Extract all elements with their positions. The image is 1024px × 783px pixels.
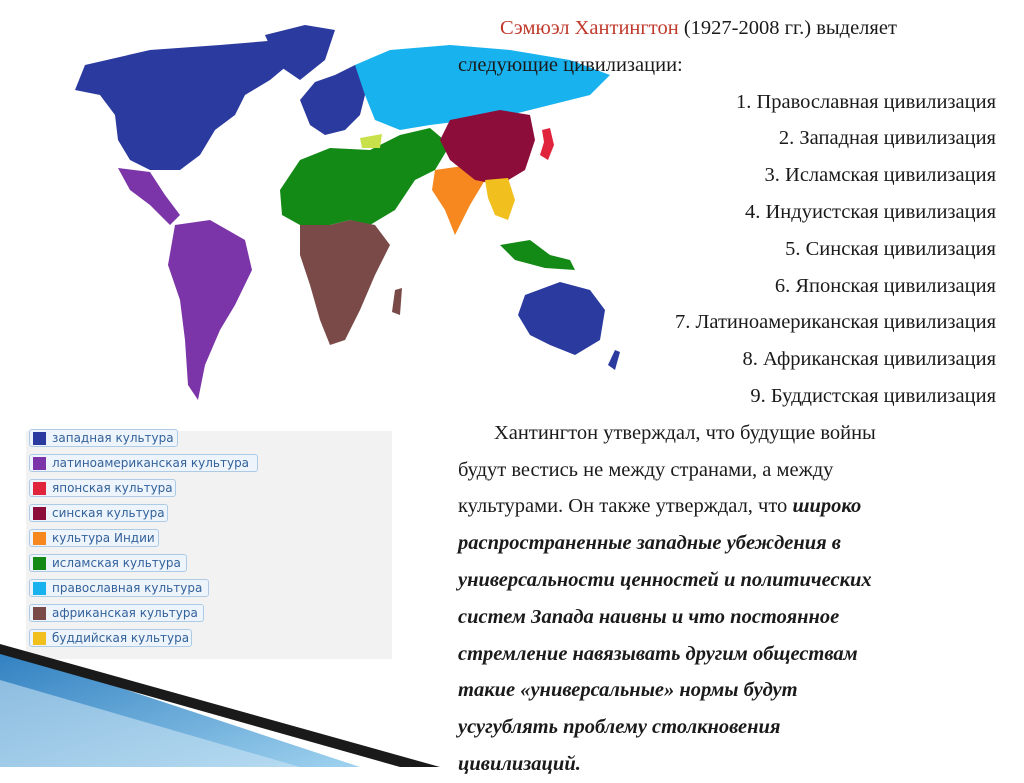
emphasis-text: широко bbox=[792, 495, 862, 518]
legend-swatch bbox=[33, 432, 46, 445]
legend-label: западная культура bbox=[52, 431, 174, 445]
map-legend bbox=[26, 431, 392, 659]
legend-item-orthodox[interactable] bbox=[29, 579, 209, 597]
emphasis-line-4: стремление навязывать другим обществам bbox=[458, 642, 858, 665]
legend-item-african[interactable] bbox=[29, 604, 204, 622]
civilization-item-3: 3. Исламская цивилизация bbox=[764, 164, 996, 187]
civilization-item-1: 1. Православная цивилизация bbox=[735, 90, 996, 113]
slide-decoration bbox=[0, 640, 470, 767]
emphasis-line-7: цивилизаций. bbox=[458, 752, 581, 775]
emphasis-line-2: универсальности ценностей и политических bbox=[458, 568, 872, 591]
author-name: Сэмюэл Хантингтон bbox=[500, 17, 679, 39]
emphasis-line-3: систем Запада наивны и что постоянное bbox=[458, 605, 840, 628]
map-region-african bbox=[300, 220, 390, 345]
legend-item-japanese[interactable] bbox=[29, 479, 176, 497]
paragraph-line-3 bbox=[458, 488, 996, 525]
legend-swatch bbox=[33, 532, 46, 545]
map-region-african-madagascar bbox=[392, 288, 402, 315]
civilization-item-7: 7. Латиноамериканская цивилизация bbox=[675, 311, 996, 334]
legend-label: буддийская культура bbox=[52, 631, 190, 645]
civilization-item-5: 5. Синская цивилизация bbox=[785, 237, 996, 260]
intro-rest: (1927-2008 гг.) выделяет bbox=[678, 17, 897, 39]
legend-label: исламская культура bbox=[52, 556, 181, 570]
map-region-latin-south bbox=[168, 220, 252, 400]
paragraph-line-2: будут вестись не между странами, а между bbox=[458, 458, 834, 481]
legend-swatch bbox=[33, 482, 46, 495]
legend-swatch bbox=[33, 457, 46, 470]
legend-item-latin-american[interactable] bbox=[29, 454, 258, 472]
legend-label: культура Индии bbox=[52, 531, 155, 545]
intro-line-2: следующие цивилизации: bbox=[458, 53, 683, 76]
intro-line-1 bbox=[458, 10, 996, 47]
slide-text bbox=[458, 10, 996, 783]
legend-swatch bbox=[33, 557, 46, 570]
civilization-item-4: 4. Индуистская цивилизация bbox=[745, 200, 996, 223]
legend-item-islamic[interactable] bbox=[29, 554, 187, 572]
legend-label: японская культура bbox=[52, 481, 173, 495]
emphasis-line-5: такие «универсальные» нормы будут bbox=[458, 679, 798, 702]
paragraph-line-1: Хантингтон утверждал, что будущие войны bbox=[494, 421, 876, 444]
civilization-item-6: 6. Японская цивилизация bbox=[774, 274, 996, 297]
legend-item-sinic[interactable] bbox=[29, 504, 168, 522]
map-region-buddhist-mongolia bbox=[360, 134, 382, 148]
emphasis-line-6: усугублять проблему столкновения bbox=[458, 716, 781, 739]
legend-label: африканская культура bbox=[52, 606, 198, 620]
legend-label: православная культура bbox=[52, 581, 203, 595]
legend-label: латиноамериканская культура bbox=[52, 456, 250, 470]
map-region-latin-central bbox=[118, 168, 180, 225]
legend-item-hindu[interactable] bbox=[29, 529, 159, 547]
legend-swatch bbox=[33, 507, 46, 520]
civilization-item-2: 2. Западная цивилизация bbox=[778, 127, 996, 150]
legend-swatch bbox=[33, 582, 46, 595]
civilization-item-9: 9. Буддистская цивилизация bbox=[750, 384, 996, 407]
legend-item-western[interactable] bbox=[29, 429, 178, 447]
paragraph-text: культурами. Он также утверждал, что bbox=[458, 495, 793, 518]
legend-swatch bbox=[33, 607, 46, 620]
map-region-western-north-america bbox=[75, 40, 300, 170]
legend-label: синская культура bbox=[52, 506, 165, 520]
emphasis-line-1: распространенные западные убеждения в bbox=[458, 532, 841, 555]
civilization-item-8: 8. Африканская цивилизация bbox=[742, 348, 996, 371]
